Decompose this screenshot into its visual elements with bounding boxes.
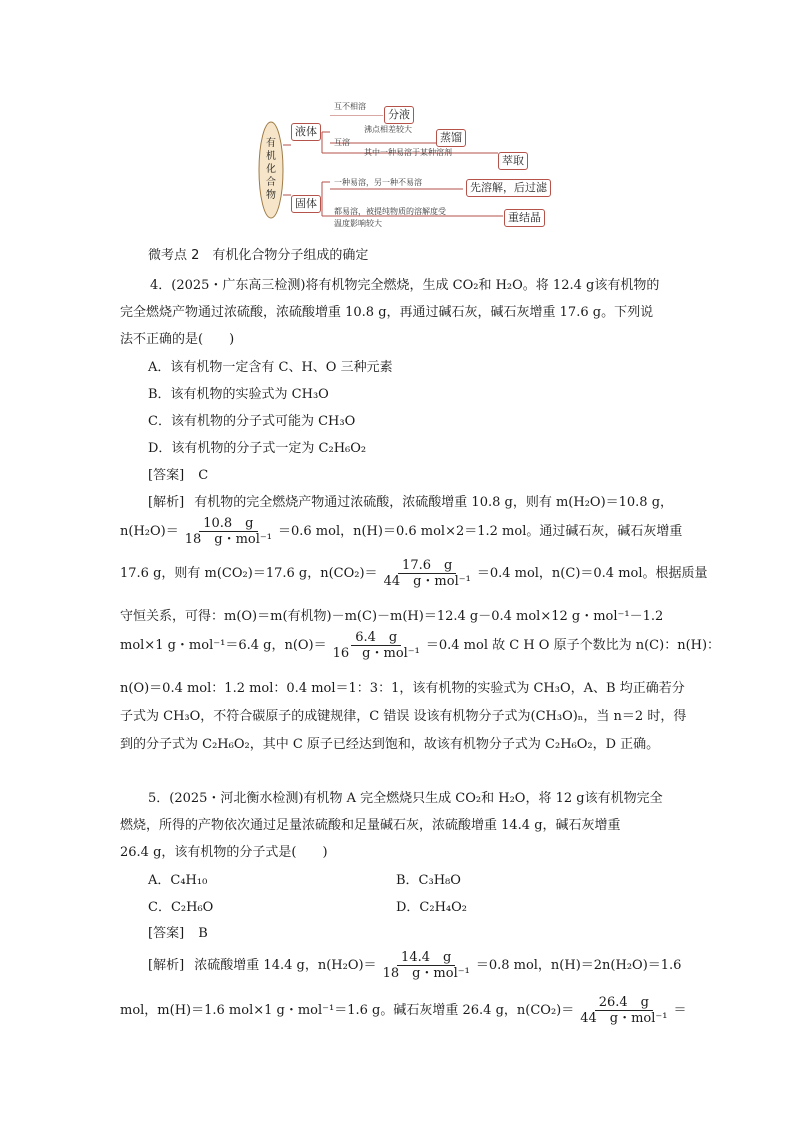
q5-a2-den: 44 g・mol⁻¹: [580, 1011, 668, 1026]
q4-a3-den: 44 g・mol⁻¹: [383, 574, 471, 589]
solid-box: 固体: [291, 195, 321, 213]
immiscible-note: 互不相溶: [334, 102, 366, 111]
q5-line-1: 5．(2025・河北衡水检测)有机物 A 完全燃烧只生成 CO₂和 H₂O，将 12 g该有机物完全: [148, 791, 663, 806]
q4-a5-pre: mol×1 g・mol⁻¹＝6.4 g，n(O)＝: [120, 638, 327, 653]
section-title: 微考点 2 有机化合物分子组成的确定: [148, 248, 369, 263]
dissolve-filter-box: 先溶解，后过滤: [466, 179, 551, 197]
q5-a2-post: ＝: [673, 1003, 687, 1018]
q5-a1-num: 14.4 g: [397, 950, 455, 966]
both-soluble-note-2: 温度影响较大: [334, 219, 382, 228]
extract-box: 萃取: [498, 152, 528, 170]
bp-note: 沸点相差较大: [364, 125, 412, 134]
q5-option-d: D．C₂H₄O₂: [396, 900, 467, 915]
q4-analysis-text-1: 有机物的完全燃烧产物通过浓硫酸，浓硫酸增重 10.8 g，则有 m(H₂O)＝10.8 g，: [194, 495, 674, 510]
q4-analysis-line-7: 子式为 CH₃O，不符合碳原子的成键规律，C 错误 设该有机物分子式为(CH₃O)ₙ，当 n＝2 时，得: [120, 709, 687, 724]
q4-analysis-line-1: [148, 491, 673, 510]
q5-option-a: A．C₄H₁₀: [148, 873, 208, 888]
solubility-note: 其中一种易溶于某种溶剂: [364, 148, 452, 157]
q4-analysis-label: [解析]: [148, 495, 185, 510]
q4-analysis-line-8: 到的分子式为 C₂H₆O₂，其中 C 原子已经达到饱和，故该有机物分子式为 C₂H₆O₂，D 正确。: [120, 737, 660, 752]
q5-analysis-line-2: [120, 995, 687, 1026]
q4-answer-value: C: [198, 468, 209, 483]
miscible-note: 互溶: [334, 138, 350, 147]
q4-a3-post: ＝0.4 mol，n(C)＝0.4 mol。根据质量: [476, 566, 708, 581]
q4-a5-fraction: [329, 630, 424, 661]
q4-a3-pre: 17.6 g，则有 m(CO₂)＝17.6 g，n(CO₂)＝: [120, 566, 378, 581]
q5-line-3: 26.4 g，该有机物的分子式是( ): [120, 845, 328, 860]
root-label: 有机化合物: [266, 138, 276, 201]
q5-a2-fraction: [576, 995, 671, 1026]
q5-answer-value: B: [198, 926, 208, 941]
q5-answer-label: [答案]: [148, 926, 185, 941]
q4-a2-den: 18 g・mol⁻¹: [184, 532, 272, 547]
q4-analysis-line-2: [120, 516, 682, 547]
q4-a3-num: 17.6 g: [398, 558, 456, 574]
liquid-box: 液体: [291, 123, 321, 141]
q4-analysis-line-5: [120, 630, 720, 661]
one-soluble-note: 一种易溶，另一种不易溶: [334, 178, 422, 187]
q4-line-2: 完全燃烧产物通过浓硫酸，浓硫酸增重 10.8 g，再通过碱石灰，碱石灰增重 17.6 g。下列说: [120, 305, 654, 320]
q4-a2-num: 10.8 g: [199, 516, 257, 532]
q4-option-c: C．该有机物的分子式可能为 CH₃O: [148, 414, 356, 429]
q4-a2-fraction: [181, 516, 276, 547]
q5-a1-den: 18 g・mol⁻¹: [382, 966, 470, 981]
q4-option-a: A．该有机物一定含有 C、H、O 三种元素: [148, 360, 393, 375]
q5-a1-post: ＝0.8 mol，n(H)＝2n(H₂O)＝1.6: [475, 958, 682, 973]
q4-a5-den: 16 g・mol⁻¹: [332, 646, 420, 661]
q4-line-3: 法不正确的是( ): [120, 332, 235, 347]
q5-option-c: C．C₂H₆O: [148, 900, 214, 915]
distill-box: 蒸馏: [436, 129, 466, 147]
separate-box: 分液: [384, 106, 414, 124]
q4-a5-post: ＝0.4 mol 故 C H O 原子个数比为 n(C)：n(H)：: [425, 638, 721, 653]
q5-option-b: B．C₃H₈O: [396, 873, 461, 888]
q5-analysis-label: [解析]: [148, 958, 185, 973]
recrystallize-box: 重结晶: [504, 209, 545, 227]
q4-analysis-line-6: n(O)＝0.4 mol：1.2 mol：0.4 mol＝1：3：1，该有机物的实验式为 CH₃O，A、B 均正确若分: [120, 681, 685, 696]
q5-line-2: 燃烧，所得的产物依次通过足量浓硫酸和足量碱石灰，浓硫酸增重 14.4 g，碱石灰增重: [120, 818, 621, 833]
q4-analysis-line-3: [120, 558, 708, 589]
q5-a1-fraction: [379, 950, 474, 981]
q5-answer: [148, 922, 208, 941]
separation-methods-diagram: [258, 102, 568, 230]
q4-answer-label: [答案]: [148, 468, 185, 483]
q4-a3-fraction: [380, 558, 475, 589]
q5-a2-num: 26.4 g: [595, 995, 653, 1011]
q4-a2-post: ＝0.6 mol，n(H)＝0.6 mol×2＝1.2 mol。通过碱石灰，碱石灰增重: [277, 524, 683, 539]
q5-analysis-line-1: [148, 950, 681, 981]
q4-answer: [148, 464, 208, 483]
q4-option-d: D．该有机物的分子式一定为 C₂H₆O₂: [148, 441, 367, 456]
both-soluble-note-1: 都易溶，被提纯物质的溶解度受: [334, 207, 446, 216]
q5-a2-pre: mol，m(H)＝1.6 mol×1 g・mol⁻¹＝1.6 g。碱石灰增重 26.4 g，n(CO₂)＝: [120, 1003, 575, 1018]
q4-option-b: B．该有机物的实验式为 CH₃O: [148, 387, 329, 402]
q4-a5-num: 6.4 g: [351, 630, 401, 646]
q4-line-1: 4．(2025・广东高三检测)将有机物完全燃烧，生成 CO₂和 H₂O。将 12.4 g该有机物的: [150, 278, 660, 293]
q4-a2-pre: n(H₂O)＝: [120, 524, 179, 539]
q5-a1-pre: 浓硫酸增重 14.4 g，n(H₂O)＝: [194, 958, 377, 973]
q4-analysis-line-4: 守恒关系，可得：m(O)＝m(有机物)－m(C)－m(H)＝12.4 g－0.4 mol×12 g・mol⁻¹－1.2: [120, 609, 664, 624]
